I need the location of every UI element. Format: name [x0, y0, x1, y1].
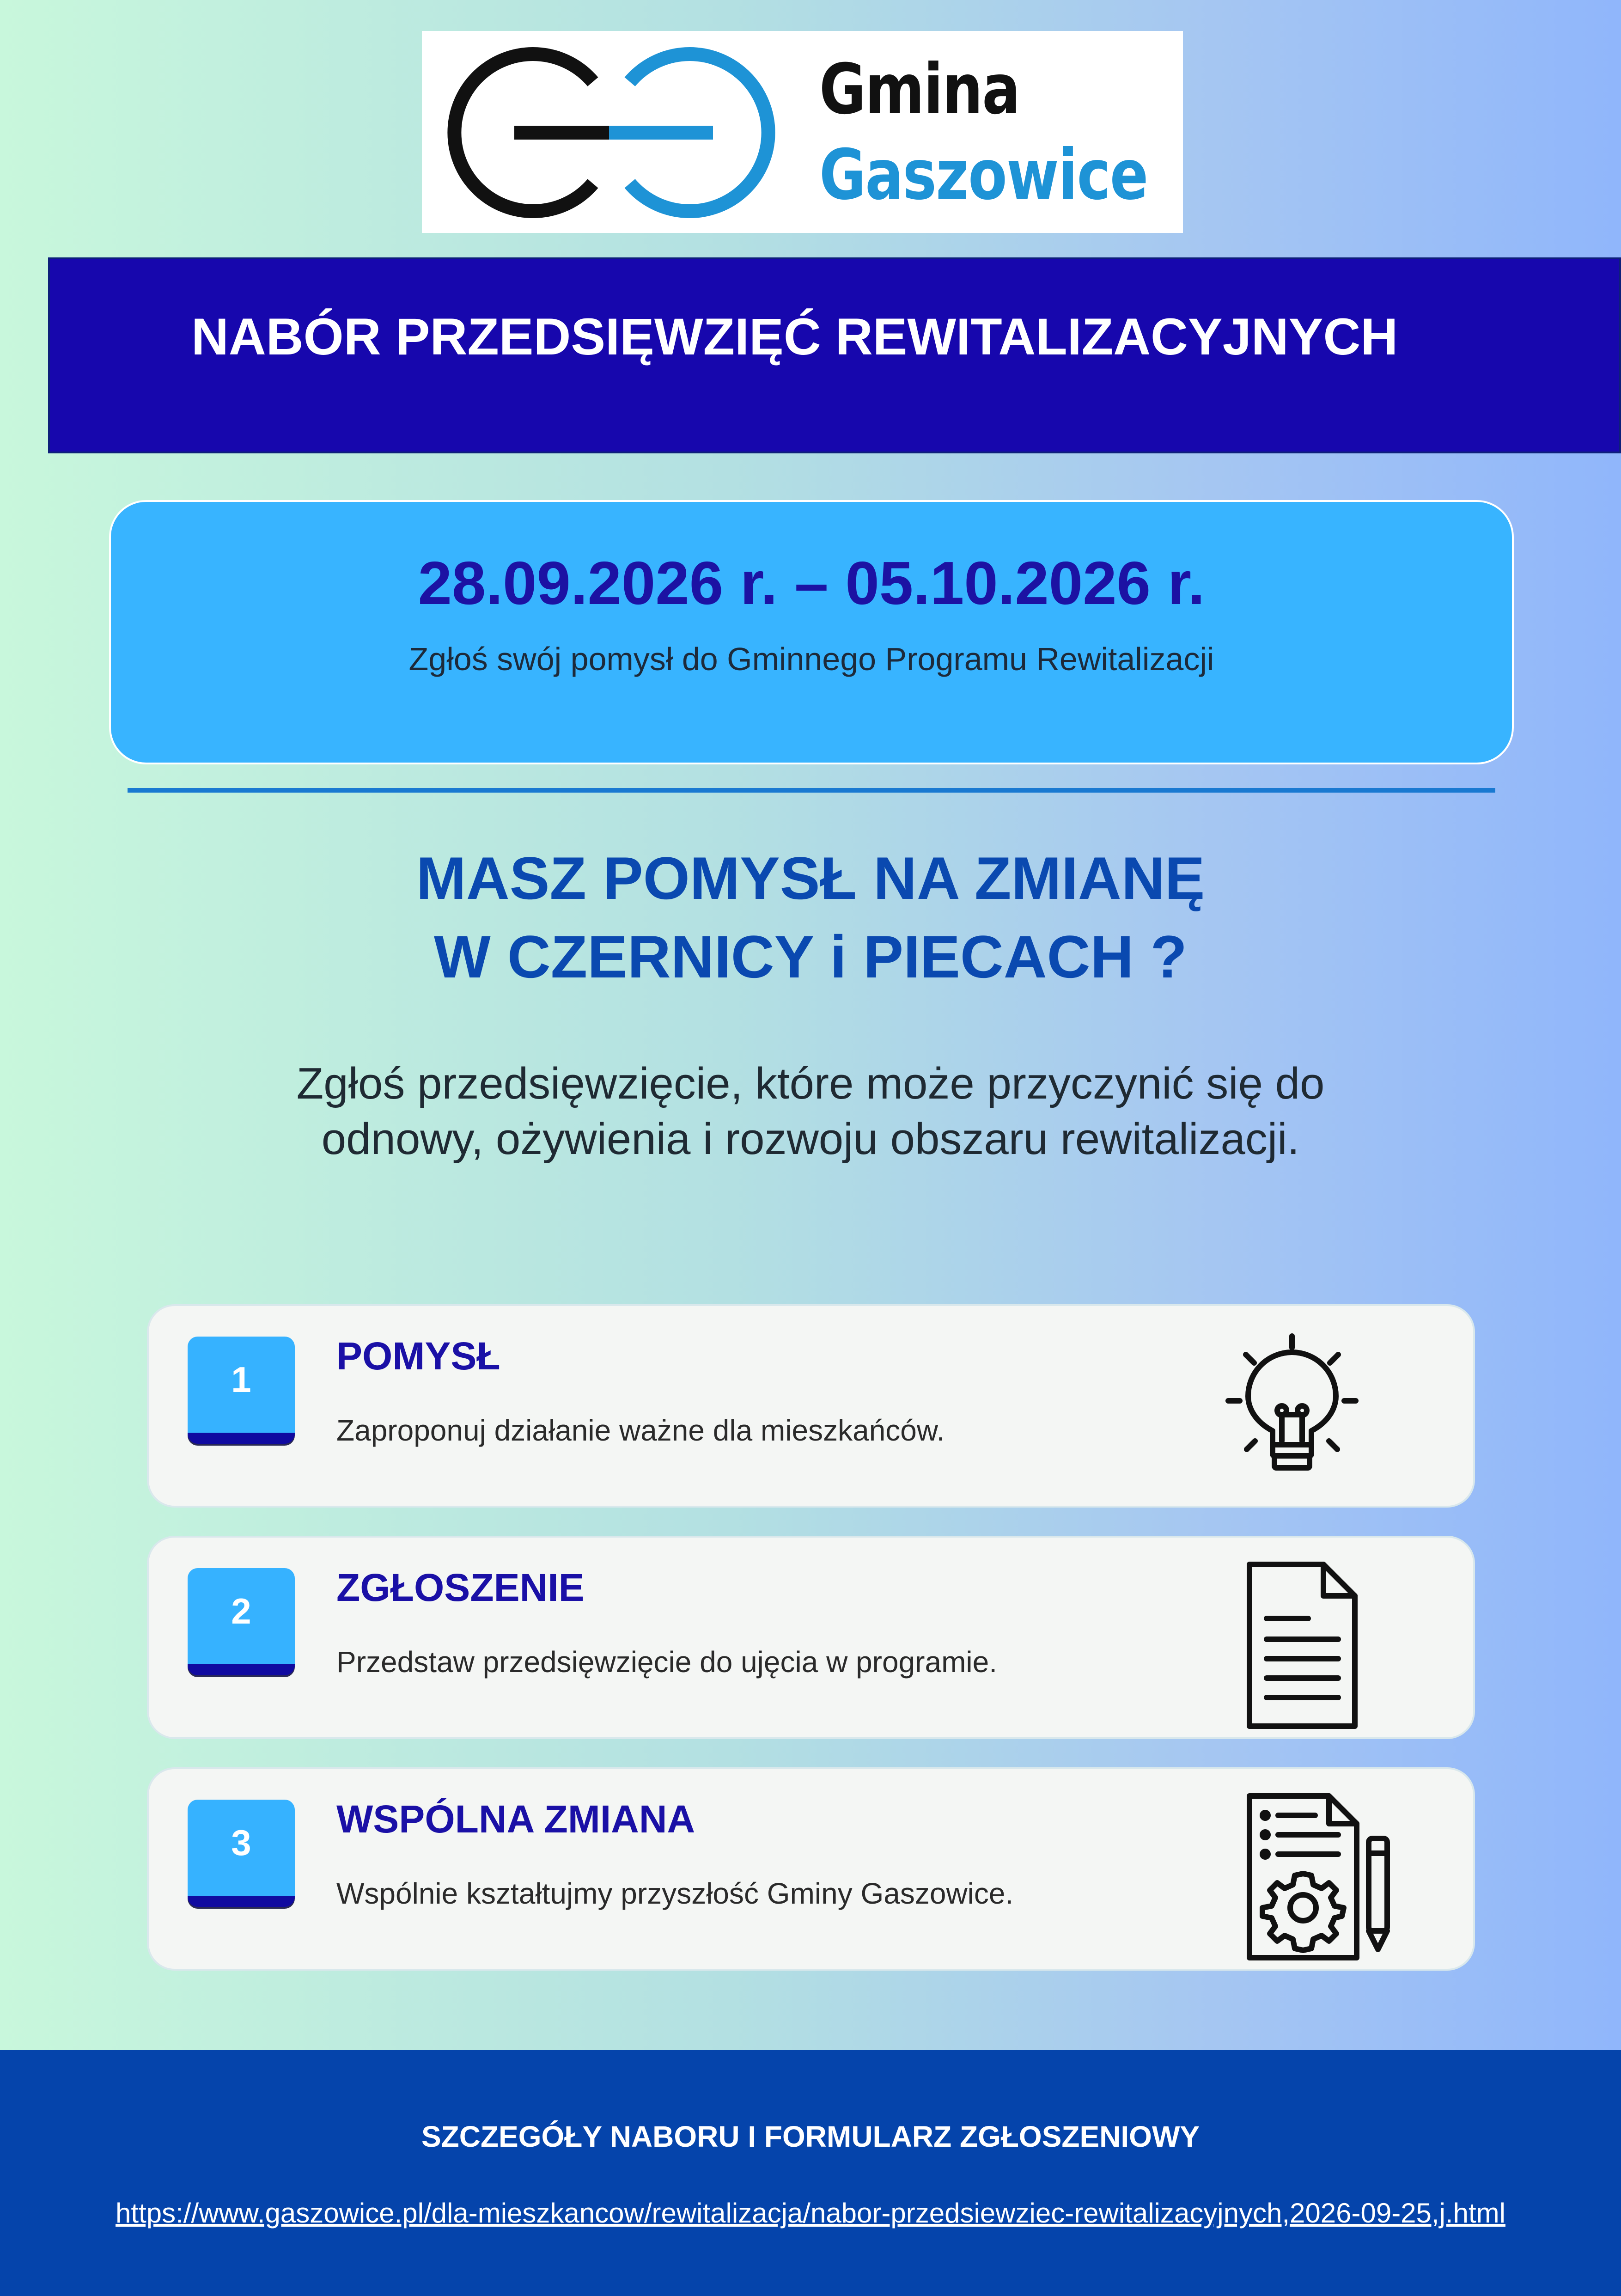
step-number: 2	[231, 1591, 251, 1631]
step-title: POMYSŁ	[336, 1334, 500, 1378]
footer-title: SZCZEGÓŁY NABORU I FORMULARZ ZGŁOSZENIOWY	[421, 2120, 1200, 2153]
intro-line-1: Zgłoś przedsięwzięcie, które może przyczynić się do	[296, 1059, 1325, 1108]
step-number: 3	[231, 1822, 251, 1863]
headline-line-1: MASZ POMYSŁ NA ZMIANĘ	[416, 844, 1205, 912]
step-card-2	[147, 1536, 1475, 1739]
date-card	[109, 500, 1514, 764]
logo-text-gaszowice: Gaszowice	[819, 135, 1148, 215]
date-range: 28.09.2026 r. – 05.10.2026 r.	[418, 549, 1205, 617]
step-number-badge	[188, 1568, 295, 1675]
lightbulb-icon	[1204, 1320, 1380, 1496]
intro-line-2: odnowy, ożywienia i rozwoju obszaru rewitalizacji.	[321, 1114, 1300, 1164]
footer-link[interactable]: https://www.gaszowice.pl/dla-mieszkancow/rewitalizacja/nabor-przedsiewziec-rewitalizacyjnych,2026-09-25,j.html	[116, 2198, 1505, 2229]
logo-text-gmina: Gmina	[819, 49, 1020, 130]
step-title: ZGŁOSZENIE	[336, 1566, 585, 1609]
step-description: Wspólnie kształtujmy przyszłość Gminy Gaszowice.	[336, 1877, 1014, 1910]
ge-monogram-logo-icon	[440, 45, 801, 220]
step-number-badge	[188, 1800, 295, 1907]
page-title: NABÓR PRZEDSIĘWZIĘĆ REWITALIZACYJNYCH	[191, 308, 1398, 366]
step-number-badge	[188, 1337, 295, 1444]
title-banner	[48, 257, 1621, 453]
step-description: Zaproponuj działanie ważne dla mieszkańców.	[336, 1414, 945, 1447]
step-card-1	[147, 1304, 1475, 1508]
logo	[422, 31, 1183, 233]
step-title: WSPÓLNA ZMIANA	[336, 1797, 695, 1841]
divider	[128, 788, 1495, 793]
headline-line-2: W CZERNICY i PIECACH ?	[434, 923, 1187, 990]
document-icon	[1204, 1551, 1380, 1736]
footer	[0, 2050, 1621, 2296]
date-subtitle: Zgłoś swój pomysł do Gminnego Programu Rewitalizacji	[408, 641, 1214, 677]
step-description: Przedstaw przedsięwzięcie do ujęcia w programie.	[336, 1645, 997, 1679]
step-card-3	[147, 1767, 1475, 1971]
document-gear-pencil-icon	[1204, 1783, 1398, 1968]
step-number: 1	[231, 1359, 251, 1400]
